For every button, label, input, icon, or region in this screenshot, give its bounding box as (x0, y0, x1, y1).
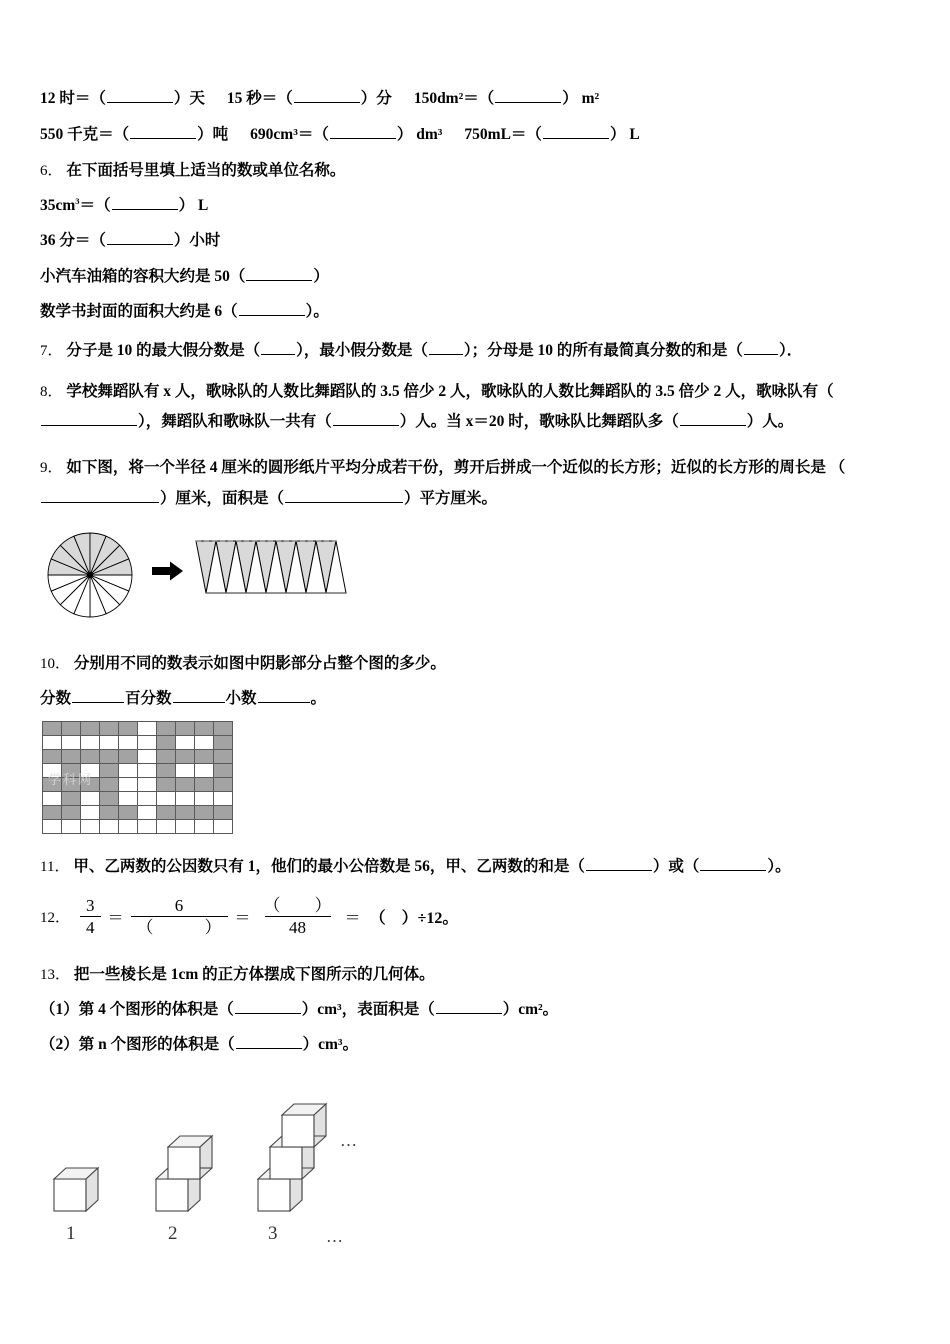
ellipsis-bottom: … (326, 1227, 346, 1247)
conv-prefix: 690cm³＝（ (250, 126, 329, 143)
answer-blank-volume[interactable] (235, 998, 301, 1014)
grid-cell-shaded (157, 722, 176, 736)
grid-cell-empty (43, 792, 62, 806)
grid-cell-empty (81, 820, 100, 834)
question-7 (40, 338, 920, 363)
grid-cell-empty (138, 764, 157, 778)
conv-suffix: ） dm³ (396, 126, 443, 143)
conv-prefix: 15 秒＝（ (226, 90, 293, 107)
q6-line-min-to-hour (40, 228, 920, 253)
equals-sign: ＝ (107, 910, 124, 928)
grid-cell-shaded (157, 750, 176, 764)
conversion-seconds-to-minutes (227, 86, 392, 108)
grid-cell-empty (138, 820, 157, 834)
grid-cell-shaded (43, 722, 62, 736)
denominator-blank[interactable]: （ ） (131, 916, 228, 938)
grid-cell-shaded (214, 750, 233, 764)
figure-label-3: 3 (268, 1223, 278, 1245)
question-stem: 在下面括号里填上适当的数或单位名称。 (66, 162, 346, 179)
grid-cell-shaded (43, 806, 62, 820)
question-number: 10． (40, 656, 71, 673)
q9-figure (40, 529, 920, 621)
grid-cell-empty (43, 764, 62, 778)
grid-cell-shaded (176, 778, 195, 792)
conv-prefix: 150dm²＝（ (413, 90, 495, 107)
answer-blank[interactable] (330, 123, 396, 139)
grid-cell-shaded (62, 806, 81, 820)
grid-cell-empty (119, 820, 138, 834)
grid-cell-empty (100, 736, 119, 750)
grid-cell-empty (195, 736, 214, 750)
answer-blank[interactable] (239, 300, 305, 316)
question-12 (40, 896, 920, 938)
answer-blank[interactable] (495, 87, 561, 103)
conv-suffix: ）分 (360, 90, 392, 107)
conversion-kg-to-ton (40, 122, 228, 144)
conversion-dm2-to-m2 (414, 86, 599, 108)
grid-cell-shaded (100, 750, 119, 764)
grid-cell-shaded (81, 750, 100, 764)
q8-part-3: ）人。当 x＝20 时，歌咏队比舞蹈队多（ (399, 413, 679, 431)
grid-cell-empty (81, 806, 100, 820)
grid-cell-shaded (214, 778, 233, 792)
answer-blank[interactable] (107, 87, 173, 103)
grid-cell-shaded (195, 750, 214, 764)
answer-blank[interactable] (246, 265, 312, 281)
question-number: 9． (40, 459, 63, 476)
numerator: 6 (174, 895, 184, 915)
q6-prefix: 小汽车油箱的容积大约是 50（ (40, 267, 246, 285)
grid-cell-empty (176, 736, 195, 750)
grid-cell-empty (138, 722, 157, 736)
question-number: 7． (40, 342, 63, 359)
grid-cell-empty (157, 820, 176, 834)
question-8 (40, 377, 920, 437)
grid-cell-shaded (214, 806, 233, 820)
q13-sub2-suffix: ）cm³。 (302, 1036, 359, 1054)
grid-cell-empty (195, 792, 214, 806)
q7-part-1: 分子是 10 的最大假分数是（ (66, 341, 261, 359)
grid-cell-empty (81, 792, 100, 806)
q6-prefix: 数学书封面的面积大约是 6（ (40, 302, 238, 320)
rearranged-parallelogram-diagram (192, 535, 352, 605)
grid-row (43, 778, 233, 792)
answer-blank[interactable] (294, 87, 360, 103)
q13-sub-1 (40, 997, 920, 1022)
grid-cell-shaded (62, 792, 81, 806)
conv-suffix: ） m² (562, 90, 600, 107)
grid-cell-shaded (214, 722, 233, 736)
q13-sub1-prefix: （1）第 4 个图形的体积是（ (40, 1001, 234, 1019)
grid-cell-shaded (157, 764, 176, 778)
q12-tail-expression[interactable]: （ ）÷12。 (369, 910, 459, 928)
q9-part-4: ）平方厘米。 (404, 490, 498, 508)
grid-cell-empty (119, 778, 138, 792)
q9-part-3: ）厘米，面积是（ (160, 490, 285, 508)
answer-blank-percent[interactable] (173, 688, 225, 704)
grid-cell-empty (62, 820, 81, 834)
q5-row-1 (40, 86, 920, 108)
q6-suffix: ）小时 (173, 232, 221, 250)
q6-suffix: ） L (178, 197, 209, 215)
conv-suffix: ）天 (173, 90, 205, 107)
q6-line-book-area (40, 299, 920, 324)
q6-prefix: 36 分＝（ (40, 232, 106, 250)
grid-cell-shaded (100, 792, 119, 806)
grid-cell-shaded (176, 750, 195, 764)
conversion-hours-to-days (40, 86, 205, 108)
answer-blank-surface-area[interactable] (436, 998, 502, 1014)
answer-blank-decimal[interactable] (258, 688, 310, 704)
grid-row (43, 722, 233, 736)
figure-label-2: 2 (168, 1223, 178, 1245)
grid-cell-empty (195, 764, 214, 778)
q6-suffix: ） (313, 267, 329, 285)
period: 。 (310, 690, 327, 708)
answer-blank[interactable] (700, 856, 766, 872)
equals-sign: ＝ (344, 910, 361, 928)
question-number: 13． (40, 966, 71, 983)
q10-answer-line (40, 686, 920, 711)
grid-cell-shaded (81, 722, 100, 736)
grid-cell-empty (81, 764, 100, 778)
ellipsis-top: … (340, 1131, 360, 1151)
q6-mid: ＝（ (79, 197, 111, 215)
grid-cell-shaded (43, 778, 62, 792)
q10-shaded-grid-wrap (42, 721, 920, 834)
denominator: 48 (265, 916, 331, 938)
fraction-three-fourths (80, 896, 101, 938)
q6-prefix: 35cm (40, 197, 76, 215)
equals-sign: ＝ (234, 910, 251, 928)
question-13 (40, 962, 920, 987)
grid-cell-shaded (100, 764, 119, 778)
grid-row (43, 792, 233, 806)
shaded-grid (42, 721, 233, 834)
grid-cell-shaded (100, 722, 119, 736)
conv-suffix: ）吨 (197, 126, 229, 143)
conv-prefix: 750mL＝（ (464, 126, 542, 143)
grid-cell-empty (138, 736, 157, 750)
q6-line-cm3-to-l (40, 193, 920, 218)
grid-cell-empty (214, 792, 233, 806)
label-percent: 百分数 (125, 690, 172, 708)
grid-cell-shaded (214, 764, 233, 778)
superscript: 3 (75, 196, 80, 207)
answer-blank[interactable] (130, 123, 196, 139)
numerator: 3 (86, 895, 95, 915)
watermark-text: 学科网 (48, 772, 94, 788)
q11-part-3: ）。 (767, 858, 791, 876)
grid-row (43, 736, 233, 750)
question-10 (40, 651, 920, 676)
grid-cell-shaded (176, 806, 195, 820)
grid-cell-empty (100, 820, 119, 834)
label-fraction: 分数 (40, 690, 72, 708)
q5-row-2 (40, 122, 920, 144)
grid-cell-shaded (119, 750, 138, 764)
grid-cell-empty (157, 792, 176, 806)
numerator-blank[interactable]: （ ） (263, 895, 332, 915)
grid-cell-empty (176, 764, 195, 778)
grid-cell-empty (138, 750, 157, 764)
q13-sub1-suffix: ）cm²。 (502, 1001, 559, 1019)
grid-cell-empty (138, 792, 157, 806)
q8-part-1: 学校舞蹈队有 x 人，歌咏队的人数比舞蹈队的 3.5 倍少 2 人，歌咏队的人数比舞蹈队的 3.5 倍少 2 人，歌咏队有（ (66, 383, 834, 401)
answer-blank[interactable] (586, 856, 652, 872)
cube-figure-2 (152, 1121, 232, 1221)
grid-cell-empty (62, 736, 81, 750)
grid-cell-shaded (157, 806, 176, 820)
answer-blank[interactable] (112, 195, 178, 211)
conv-prefix: 12 时＝（ (40, 90, 106, 107)
answer-blank[interactable] (744, 339, 778, 355)
fraction-blank-over-48 (258, 896, 338, 938)
q7-part-3: ）；分母是 10 的所有最简真分数的和是（ (463, 341, 743, 359)
page-content (40, 86, 920, 1250)
answer-blank[interactable] (41, 411, 137, 427)
answer-blank[interactable] (543, 123, 609, 139)
grid-cell-shaded (119, 806, 138, 820)
grid-row (43, 820, 233, 834)
answer-blank[interactable] (41, 488, 159, 504)
q9-part-2: （ (829, 458, 846, 476)
denominator: 4 (80, 916, 101, 938)
grid-cell-shaded (176, 722, 195, 736)
question-9 (40, 452, 920, 516)
conversion-ml-to-l (464, 122, 639, 144)
grid-cell-shaded (195, 778, 214, 792)
arrow-right-icon (152, 561, 184, 581)
answer-blank[interactable] (107, 230, 173, 246)
answer-blank[interactable] (333, 411, 399, 427)
conv-suffix: ） L (609, 126, 640, 143)
grid-cell-empty (138, 806, 157, 820)
grid-cell-shaded (100, 778, 119, 792)
question-6 (40, 158, 920, 183)
grid-cell-empty (119, 764, 138, 778)
answer-blank-volume-n[interactable] (236, 1034, 302, 1050)
conversion-cm3-to-dm3 (250, 122, 442, 144)
grid-row (43, 806, 233, 820)
question-number: 11． (40, 859, 70, 876)
grid-cell-shaded (195, 722, 214, 736)
grid-cell-empty (176, 820, 195, 834)
q13-sub1-mid: ）cm³，表面积是（ (301, 1001, 435, 1019)
sector-circle-diagram (42, 529, 146, 621)
label-decimal: 小数 (225, 690, 257, 708)
q8-part-4: ）人。 (746, 413, 794, 431)
q13-sub2-prefix: （2）第 n 个图形的体积是（ (40, 1036, 235, 1054)
q11-part-2: ）或（ (652, 858, 700, 876)
question-stem: 把一些棱长是 1cm 的正方体摆成下图所示的几何体。 (73, 965, 435, 983)
grid-cell-empty (43, 736, 62, 750)
answer-blank[interactable] (285, 488, 403, 504)
grid-cell-shaded (100, 806, 119, 820)
q9-part-1: 如下图，将一个半径 4 厘米的圆形纸片平均分成若干份，剪开后拼成一个近似的长方形；近似的长方形的周长是 (66, 458, 826, 476)
grid-cell-empty (214, 820, 233, 834)
question-number: 6． (40, 163, 63, 179)
q7-part-4: ）． (778, 341, 803, 359)
question-11 (40, 854, 920, 879)
grid-cell-shaded (62, 778, 81, 792)
fraction-six-over-blank (131, 896, 228, 938)
grid-row (43, 764, 233, 778)
conv-prefix: 550 千克＝（ (40, 126, 130, 143)
answer-blank[interactable] (261, 339, 295, 355)
grid-cell-empty (43, 820, 62, 834)
grid-cell-empty (81, 736, 100, 750)
q7-part-2: ），最小假分数是（ (296, 341, 428, 359)
grid-cell-shaded (81, 778, 100, 792)
grid-cell-shaded (119, 722, 138, 736)
answer-blank[interactable] (680, 411, 746, 427)
question-stem: 分别用不同的数表示如图中阴影部分占整个图的多少。 (73, 655, 446, 673)
grid-cell-empty (195, 820, 214, 834)
grid-cell-shaded (157, 736, 176, 750)
question-number: 8． (40, 384, 63, 401)
grid-cell-empty (138, 778, 157, 792)
grid-cell-shaded (195, 806, 214, 820)
grid-cell-empty (176, 792, 195, 806)
q13-figure-group (40, 1075, 920, 1250)
grid-cell-empty (119, 792, 138, 806)
grid-row (43, 750, 233, 764)
answer-blank[interactable] (429, 339, 463, 355)
q13-sub-2 (40, 1032, 920, 1057)
grid-cell-shaded (62, 750, 81, 764)
grid-cell-shaded (62, 722, 81, 736)
grid-cell-shaded (62, 764, 81, 778)
grid-cell-shaded (214, 736, 233, 750)
cube-figure-1 (50, 1163, 106, 1219)
q6-line-car-tank (40, 264, 920, 289)
grid-cell-shaded (43, 750, 62, 764)
grid-cell-empty (119, 736, 138, 750)
question-number: 12． (40, 910, 71, 927)
answer-blank-fraction[interactable] (72, 688, 124, 704)
q6-suffix: ）。 (305, 302, 329, 320)
q11-part-1: 甲、乙两数的公因数只有 1，他们的最小公倍数是 56，甲、乙两数的和是（ (73, 858, 585, 876)
grid-cell-shaded (157, 778, 176, 792)
figure-label-1: 1 (66, 1223, 76, 1245)
q8-part-2: ），舞蹈队和歌咏队一共有（ (138, 413, 332, 431)
